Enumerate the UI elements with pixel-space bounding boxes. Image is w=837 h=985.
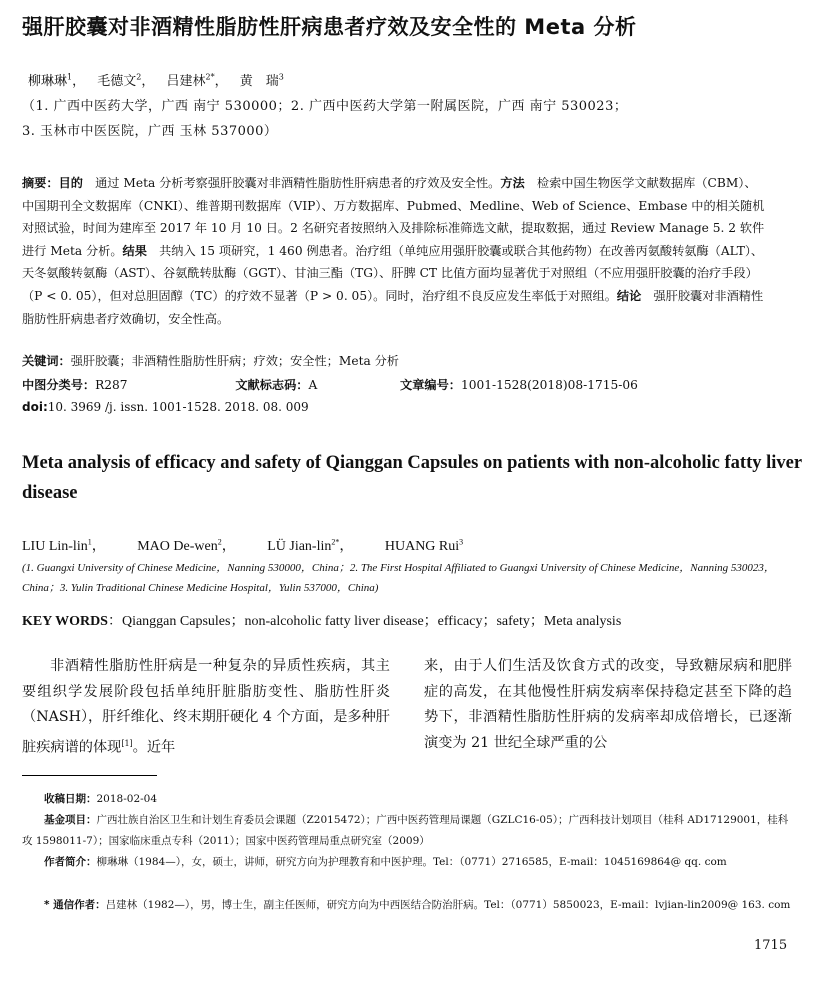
author-name-en: HUANG Rui bbox=[384, 539, 460, 554]
keywords-en-text: ：Qianggan Capsules；non-alcoholic fatty liver disease；efficacy；safety；Meta analysis bbox=[107, 614, 622, 629]
footnote-funding bbox=[22, 810, 792, 852]
article-no-label: 文章编号： bbox=[400, 378, 461, 392]
body-text: 非酒精性脂肪性肝病是一种复杂的异质性疾病，其主要组织学发展阶段包括单纯肝脏脂肪变性、脂肪性肝炎（NASH），肝纤维化、终末期肝硬化 4 个方面，是多种肝脏疾病谱的体现 bbox=[22, 658, 390, 756]
author-name: 黄 瑞 bbox=[239, 74, 279, 89]
doc-code-value: A bbox=[308, 378, 318, 392]
received-value: 2018-02-04 bbox=[96, 793, 158, 805]
author-intro-label: 作者简介： bbox=[44, 856, 97, 868]
article-no-value: 1001-1528(2018)08-1715-06 bbox=[460, 378, 638, 392]
doc-code-label: 文献标志码： bbox=[235, 378, 309, 392]
author-list-en: LIU Lin-lin$^1$， MAO De-wen$^2$， LÜ Jian-lin$^{2*}$， HUANG Rui$^3$ bbox=[22, 537, 464, 554]
method-label: 方法 bbox=[500, 176, 525, 190]
english-title: Meta analysis of efficacy and safety of Qianggan Capsules on patients with non-alcoholic fatty liver disease bbox=[22, 453, 802, 503]
corresponding-label: * 通信作者： bbox=[44, 899, 106, 911]
classification-row bbox=[22, 376, 782, 393]
conclusion-text: 强肝胶囊对非酒精性脂肪性肝病患者疗效确切，安全性高。 bbox=[22, 288, 764, 326]
author-name-en: MAO De-wen bbox=[137, 539, 218, 554]
abstract-label: 摘要： bbox=[22, 176, 59, 190]
footnote-received bbox=[22, 789, 792, 810]
author-name-en: LIU Lin-lin bbox=[22, 539, 88, 554]
author-name: 柳琳琳 bbox=[28, 74, 68, 89]
author-sup: 1 bbox=[67, 72, 73, 82]
author-list-cn: 柳琳琳$^1$， 毛德文$^2$， 吕建林$^{2*}$， 黄 瑞$^3$ bbox=[28, 72, 284, 89]
keywords-cn bbox=[22, 352, 399, 369]
author-sup: 2 bbox=[217, 537, 222, 547]
page-number: 1715 bbox=[754, 938, 788, 953]
funding-value: 广西壮族自治区卫生和计划生育委员会课题（Z2015472）；广西中医药管理局课题（GZLC16-05）；广西科技计划项目（桂科 AD17129001，桂科攻 1598011-7）；国家临床重点专科（2011）；国家中医药管理局重点研究室（2009） bbox=[22, 814, 789, 847]
author-sup: 1 bbox=[87, 537, 92, 547]
keywords-label: 关键词： bbox=[22, 354, 71, 368]
author-sup: 2 bbox=[136, 72, 142, 82]
author-intro-value: 柳琳琳（1984—），女，硕士，讲师，研究方向为护理教育和中医护理。Tel：（0771）2716585，E-mail：1045169864@ qq. com bbox=[96, 856, 727, 868]
footnote-divider bbox=[22, 775, 157, 776]
footnote-author bbox=[22, 852, 792, 873]
author-sup: 3 bbox=[278, 72, 284, 82]
affiliation-cn-line1: （1. 广西中医药大学，广西 南宁 530000；2. 广西中医药大学第一附属医院，广西 南宁 530023； bbox=[22, 99, 628, 114]
clc-label: 中图分类号： bbox=[22, 378, 96, 392]
keywords-en-label: KEY WORDS bbox=[22, 614, 108, 629]
citation-ref[interactable]: [1] bbox=[121, 738, 133, 748]
corresponding-value: 吕建林（1982—），男，博士生，副主任医师，研究方向为中西医结合防治肝病。Tel：（0771）5850023，E-mail：lvjian-lin2009@ 163. com bbox=[105, 899, 791, 911]
affiliation-cn-line2: 3. 玉林市中医医院，广西 玉林 537000） bbox=[22, 124, 278, 139]
footnote-corresponding bbox=[22, 895, 792, 916]
result-text: 共纳入 15 项研究，1 460 例患者。治疗组（单纯应用强肝胶囊或联合其他药物）在改善丙氨酸转氨酶（ALT）、天冬氨酸转氨酶（AST）、谷氨酰转肽酶（GGT）、甘油三酯（TG）、肝脾 CT 比值方面均显著优于对照组（不应用强肝胶囊的治疗手段）（P < 0. 05），但对总胆固醇（TC）的疗效不显著（P > 0. 05）。同时，治疗组不良反应发生率低于对照组。 bbox=[22, 243, 764, 303]
body-column-right: 来，由于人们生活及饮食方式的改变，导致糖尿病和肥胖症的高发，在其他慢性肝病发病率保持稳定甚至下降的趋势下，非酒精性脂肪性肝病的发病率却成倍增长，已逐渐演变为 21 世纪全球严重的公 bbox=[424, 658, 792, 751]
method-text: 检索中国生物医学文献数据库（CBM）、中国期刊全文数据库（CNKI）、维普期刊数据库（VIP）、万方数据库、Pubmed、Medline、Web of Science、Embase 中的相关随机对照试验，时间为建库至 2017 年 10 月 10 日。2 名研究者按照纳入及排除标准筛选文献，提取数据，通过 Review Manage 5. 2 软件进行 Meta 分析。 bbox=[22, 176, 765, 258]
author-sup: 2* bbox=[205, 72, 215, 82]
funding-label: 基金项目： bbox=[44, 814, 97, 826]
doi-value: 10. 3969 /j. issn. 1001-1528. 2018. 08. 009 bbox=[47, 400, 309, 414]
page-title: 强肝胶囊对非酒精性脂肪性肝病患者疗效及安全性的 Meta 分析 bbox=[22, 15, 637, 39]
keywords-en bbox=[22, 610, 621, 630]
purpose-text: 通过 Meta 分析考察强肝胶囊对非酒精性脂肪性肝病患者的疗效及安全性。 bbox=[95, 176, 501, 190]
result-label: 结果 bbox=[122, 243, 147, 258]
author-name: 毛德文 bbox=[97, 74, 137, 89]
author-sup: 3 bbox=[459, 537, 464, 547]
doi-label: doi: bbox=[22, 400, 48, 414]
doi-line bbox=[22, 400, 309, 414]
keywords-text: 强肝胶囊；非酒精性脂肪性肝病；疗效；安全性；Meta 分析 bbox=[70, 354, 399, 368]
author-sup: 2* bbox=[331, 537, 340, 547]
affiliation-en: (1. Guangxi University of Chinese Medicine，Nanning 530000，China；2. The First Hospital Affiliated to Guangxi University of Chinese Medicine，Nanning 530023，China；3. Yulin Traditional Chinese Medicine Hospital，Yulin 537000，China) bbox=[22, 562, 775, 594]
body-text-tail: 。近年 bbox=[132, 739, 176, 756]
clc-value: R287 bbox=[95, 378, 128, 392]
purpose-label: 目的 bbox=[58, 176, 83, 190]
abstract-cn bbox=[22, 172, 767, 330]
conclusion-label: 结论 bbox=[616, 288, 642, 303]
received-label: 收稿日期： bbox=[44, 793, 97, 805]
author-name: 吕建林 bbox=[166, 74, 206, 89]
author-name-en: LÜ Jian-lin bbox=[267, 539, 332, 554]
body-column-left bbox=[22, 654, 390, 761]
